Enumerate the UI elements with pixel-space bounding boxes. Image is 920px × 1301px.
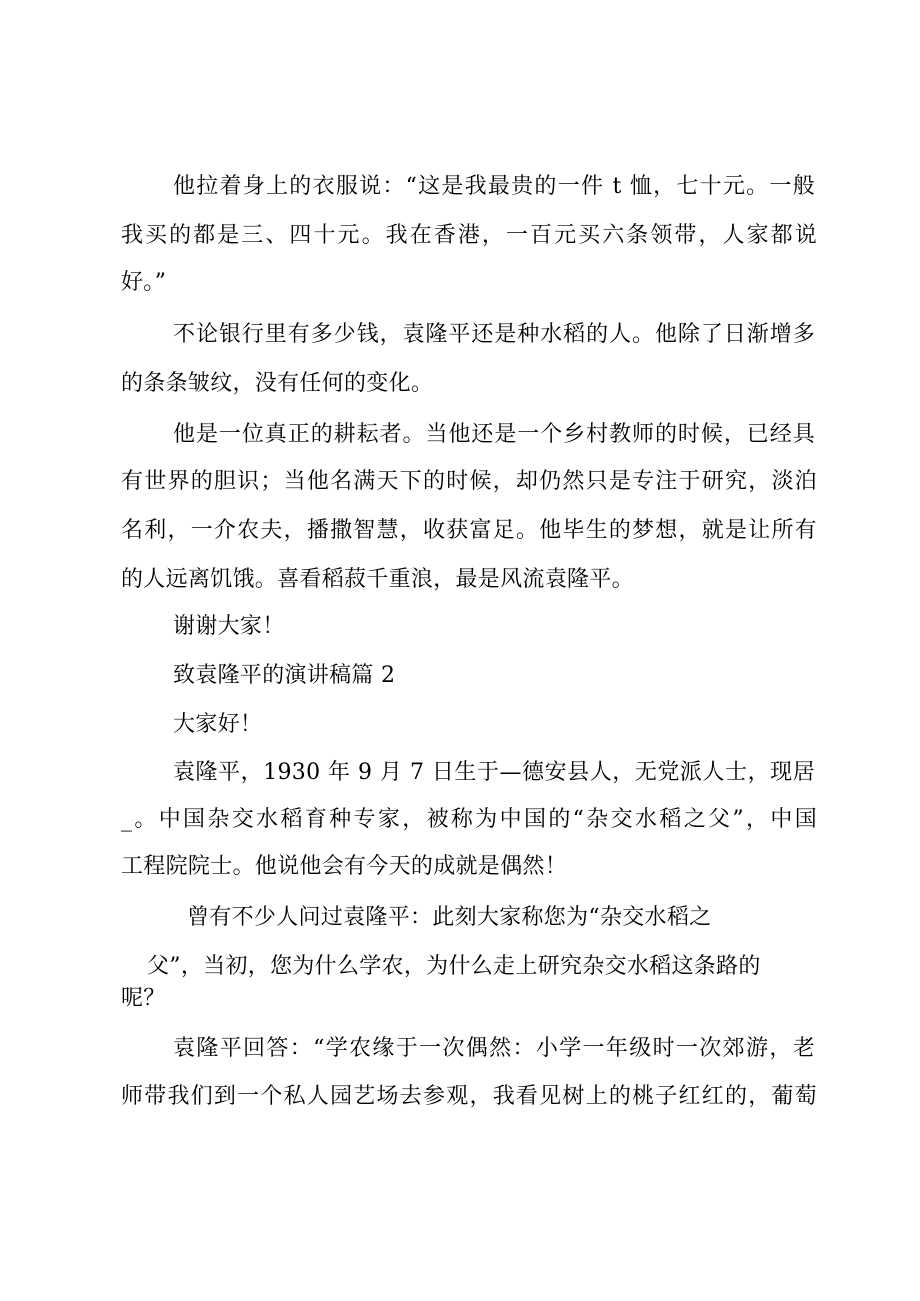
paragraph-line: 他是一位真正的耕耘者。当他还是一个乡村教师的时候，已经具 [173,422,815,447]
paragraph-line: 有世界的胆识；当他名满天下的时候，却仍然只是专注于研究，淡泊 [121,469,817,494]
paragraph-line: _。中国杂交水稻育种专家，被称为中国的“杂交水稻之父”，中国 [121,807,817,832]
paragraph-line: 不论银行里有多少钱，袁隆平还是种水稻的人。他除了日渐增多 [173,322,815,347]
paragraph-line: 的条条皱纹，没有任何的变化。 [121,371,434,396]
paragraph-line: 的人远离饥饿。喜看稻菽千重浪，最是风流袁隆平。 [121,567,634,592]
paragraph-line: 工程院院士。他说他会有今天的成就是偶然！ [121,854,568,879]
paragraph-line: 名利，一介农夫，播撒智慧，收获富足。他毕生的梦想，就是让所有 [121,518,817,543]
greeting-line: 大家好！ [173,712,263,737]
section-title: 致袁隆平的演讲稿篇 2 [173,663,396,688]
paragraph-line: 袁隆平回答：“学农缘于一次偶然：小学一年级时一次郊游，老 [173,1036,815,1061]
paragraph-line: 父”，当初，您为什么学农，为什么走上研究杂交水稻这条路的 [147,954,761,979]
closing-line: 谢谢大家！ [173,614,285,639]
paragraph-line: 呢？ [121,986,166,1011]
paragraph-line: 袁隆平，1930 年 9 月 7 日生于—德安县人，无党派人士，现居 [173,760,815,785]
paragraph-line: 我买的都是三、四十元。我在香港，一百元买六条领带，人家都说 [121,223,817,248]
paragraph-line: 曾有不少人问过袁隆平：此刻大家称您为“杂交水稻之 [187,905,712,930]
paragraph-line: 好。” [121,270,167,295]
paragraph-line: 师带我们到一个私人园艺场去参观，我看见树上的桃子红红的，葡萄 [121,1084,817,1109]
paragraph-line: 他拉着身上的衣服说：“这是我最贵的一件 t 恤，七十元。一般 [173,174,815,199]
